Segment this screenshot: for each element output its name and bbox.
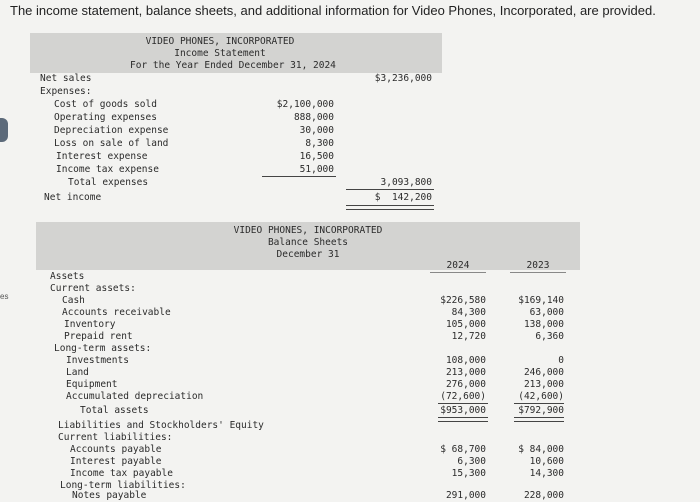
asset-2023: (42,600) (518, 391, 564, 402)
liability-2024: 6,300 (457, 456, 486, 467)
asset-label: Equipment (66, 379, 118, 390)
total-expenses-label: Total expenses (68, 177, 149, 188)
asset-2024: (72,600) (440, 391, 486, 402)
liability-2023: 228,000 (523, 490, 564, 501)
total-assets-double-rule-2024 (438, 417, 488, 422)
expense-value: 16,500 (299, 151, 334, 162)
asset-label: Land (66, 367, 89, 378)
expense-label: Income tax expense (56, 164, 159, 175)
net-sales-value: $3,236,000 (374, 73, 432, 84)
asset-subtotal-rule-2024 (438, 403, 488, 404)
expense-value: 888,000 (293, 112, 334, 123)
liability-2024: 15,300 (451, 468, 486, 479)
expense-subtotal-rule (262, 176, 336, 177)
total-assets-2024: $953,000 (440, 405, 486, 416)
asset-2023: 138,000 (523, 319, 564, 330)
asset-label: Prepaid rent (64, 331, 133, 342)
total-rule (346, 189, 434, 190)
net-sales-label: Net sales (40, 73, 92, 84)
expense-label: Cost of goods sold (54, 99, 157, 110)
net-income-value: $ 142,200 (374, 192, 432, 203)
expense-value: 30,000 (299, 125, 334, 136)
asset-2024: 213,000 (445, 367, 486, 378)
liability-2023: 14,300 (529, 468, 564, 479)
asset-2024: 108,000 (445, 355, 486, 366)
expense-value: 51,000 (299, 164, 334, 175)
income-statement-period: For the Year Ended December 31, 2024 (130, 60, 336, 71)
asset-2024: 12,720 (451, 331, 486, 342)
total-assets-double-rule-2023 (514, 417, 564, 422)
asset-2023: 0 (558, 355, 564, 366)
liability-label: Notes payable (72, 490, 147, 501)
current-liabilities-label: Current liabilities: (58, 432, 173, 443)
current-assets-label: Current assets: (50, 283, 136, 294)
total-assets-2023: $792,900 (518, 405, 564, 416)
expense-value: 8,300 (305, 138, 334, 149)
net-income-label: Net income (44, 192, 102, 203)
asset-2023: 6,360 (535, 331, 564, 342)
column-rule-2023 (510, 272, 566, 273)
asset-label: Investments (66, 355, 129, 366)
expense-label: Operating expenses (54, 112, 157, 123)
liability-label: Interest payable (70, 456, 162, 467)
asset-label: Cash (62, 295, 85, 306)
column-header-2024: 2024 (446, 260, 470, 271)
asset-2024: 276,000 (445, 379, 486, 390)
income-statement-company: VIDEO PHONES, INCORPORATED (145, 36, 295, 47)
asset-label: Accumulated depreciation (66, 391, 204, 402)
balance-sheet-date: December 31 (276, 249, 340, 260)
expense-label: Loss on sale of land (54, 138, 169, 149)
liability-2024: $ 68,700 (440, 444, 486, 455)
liability-2023: $ 84,000 (518, 444, 564, 455)
asset-2023: 246,000 (523, 367, 564, 378)
asset-2023: $169,140 (518, 295, 564, 306)
asset-2024: 105,000 (445, 319, 486, 330)
total-assets-label: Total assets (80, 405, 149, 416)
income-statement-title: Income Statement (174, 48, 266, 59)
expenses-label: Expenses: (40, 86, 92, 97)
assets-label: Assets (50, 271, 85, 282)
column-header-2023: 2023 (526, 260, 550, 271)
expense-value: $2,100,000 (276, 99, 334, 110)
asset-subtotal-rule-2023 (514, 403, 564, 404)
long-term-assets-label: Long-term assets: (54, 343, 152, 354)
question-prompt: The income statement, balance sheets, and additional information for Video Phones, Incorporated, are provided. (10, 3, 656, 18)
liability-label: Accounts payable (70, 444, 162, 455)
total-expenses-value: 3,093,800 (380, 177, 432, 188)
expense-label: Interest expense (56, 151, 148, 162)
long-term-liabilities-label: Long-term liabilities: (60, 480, 186, 491)
asset-2024: 84,300 (451, 307, 486, 318)
asset-2023: 63,000 (529, 307, 564, 318)
asset-2023: 213,000 (523, 379, 564, 390)
margin-label: es (0, 292, 9, 301)
expense-label: Depreciation expense (54, 125, 169, 136)
liability-label: Income tax payable (70, 468, 173, 479)
liability-2024: 291,000 (445, 490, 486, 501)
asset-label: Accounts receivable (62, 307, 171, 318)
liabilities-equity-label: Liabilities and Stockholders' Equity (58, 420, 264, 431)
balance-sheet-title: Balance Sheets (267, 237, 349, 248)
side-tab-handle[interactable] (0, 118, 8, 142)
asset-2024: $226,580 (440, 295, 486, 306)
balance-sheet-company: VIDEO PHONES, INCORPORATED (233, 225, 383, 236)
column-rule-2024 (430, 272, 486, 273)
asset-label: Inventory (64, 319, 116, 330)
liability-2023: 10,600 (529, 456, 564, 467)
net-income-double-rule (346, 205, 434, 210)
